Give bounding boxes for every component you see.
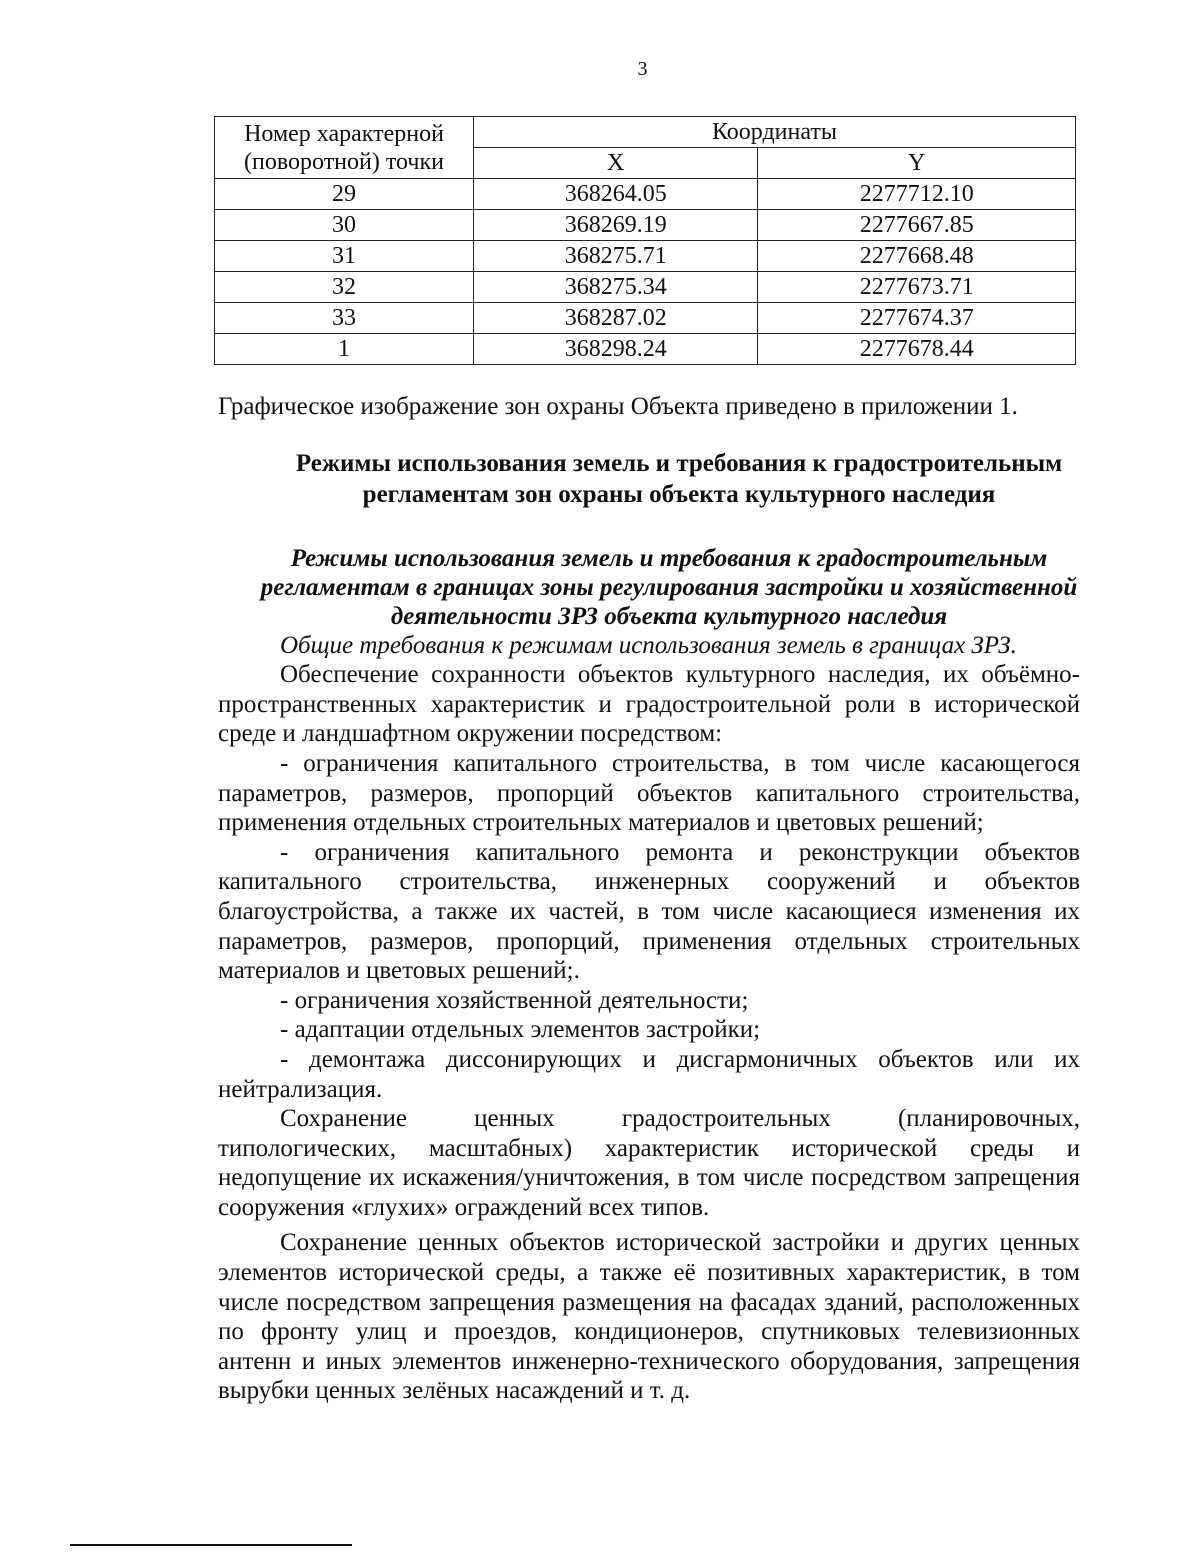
cell-y: 2277668.48: [758, 241, 1076, 272]
header-x: X: [474, 148, 758, 179]
cell-point: 30: [215, 210, 474, 241]
cell-x: 368298.24: [474, 334, 758, 365]
cell-y: 2277678.44: [758, 334, 1076, 365]
table-row: [215, 179, 1076, 210]
cell-point: 33: [215, 303, 474, 334]
section-heading: Режимы использования земель и требования к градостроительным регламентам зон охраны объекта культурного наследия: [295, 449, 1063, 508]
table-row: [215, 241, 1076, 272]
paragraph-historic-buildings: Сохранение ценных объектов исторической застройки и других ценных элементов исторической среды, а также её позитивных характеристик, в том числе посредством запрещения размещения на фасадах зданий, расположенных по фронту улиц и проездов, кондиционеров, спутниковых телевизионных антенн и иных элементов инженерно-технического оборудования, запрещения вырубки ценных зелёных насаждений и т. д.: [218, 1229, 1080, 1405]
header-y: Y: [758, 148, 1076, 179]
table-row: [215, 334, 1076, 365]
cell-y: 2277667.85: [758, 210, 1076, 241]
document-body: [218, 392, 1080, 1406]
subsection-heading: Режимы использования земель и требования к градостроительным регламентам в границах зоны регулирования застройки и хозяйственной деятельности ЗРЗ объекта культурного наследия: [260, 544, 1078, 630]
table-row: [215, 303, 1076, 334]
cell-x: 368275.71: [474, 241, 758, 272]
footer-divider: [70, 1544, 352, 1546]
paragraph-preservation: Обеспечение сохранности объектов культурного наследия, их объёмно-пространственных характеристик и градостроительной роли в исторической среде и ландшафтном окружении посредством:: [218, 661, 1080, 748]
cell-y: 2277673.71: [758, 272, 1076, 303]
header-point-number: Номер характерной (поворотной) точки: [215, 117, 474, 179]
cell-x: 368264.05: [474, 179, 758, 210]
cell-point: 31: [215, 241, 474, 272]
general-requirements-heading: Общие требования к режимам использования земель в границах ЗРЗ.: [280, 631, 1017, 659]
coordinates-table: [214, 116, 1076, 365]
cell-point: 1: [215, 334, 474, 365]
cell-x: 368275.34: [474, 272, 758, 303]
cell-x: 368287.02: [474, 303, 758, 334]
cell-y: 2277712.10: [758, 179, 1076, 210]
cell-point: 32: [215, 272, 474, 303]
cell-x: 368269.19: [474, 210, 758, 241]
list-item: - ограничения капитального строительства, в том числе касающегося параметров, размеров, пропорций объектов капитального строительства, применения отдельных строительных материалов и цветовых решений;: [218, 749, 1080, 837]
cell-point: 29: [215, 179, 474, 210]
appendix-note: Графическое изображение зон охраны Объекта приведено в приложении 1.: [218, 393, 1018, 420]
list-item: - адаптации отдельных элементов застройки;: [280, 1016, 761, 1044]
header-coordinates: Координаты: [474, 117, 1076, 148]
page-number: 3: [637, 58, 648, 80]
cell-y: 2277674.37: [758, 303, 1076, 334]
list-item: - ограничения хозяйственной деятельности;: [280, 986, 749, 1014]
table-row: [215, 272, 1076, 303]
list-item: - демонтажа диссонирующих и дисгармоничных объектов или их нейтрализация.: [218, 1045, 1080, 1103]
table-row: [215, 210, 1076, 241]
paragraph-urban-characteristics: Сохранение ценных градостроительных (планировочных, типологических, масштабных) характеристик исторической среды и недопущение их искажения/уничтожения, в том числе посредством запрещения сооружения «глухих» ограждений всех типов.: [218, 1105, 1080, 1221]
list-item: - ограничения капитального ремонта и реконструкции объектов капитального строительства, инженерных сооружений и объектов благоустройства, а также их частей, в том числе касающиеся изменения их параметров, размеров, пропорций, применения отдельных строительных материалов и цветовых решений;.: [218, 838, 1080, 985]
